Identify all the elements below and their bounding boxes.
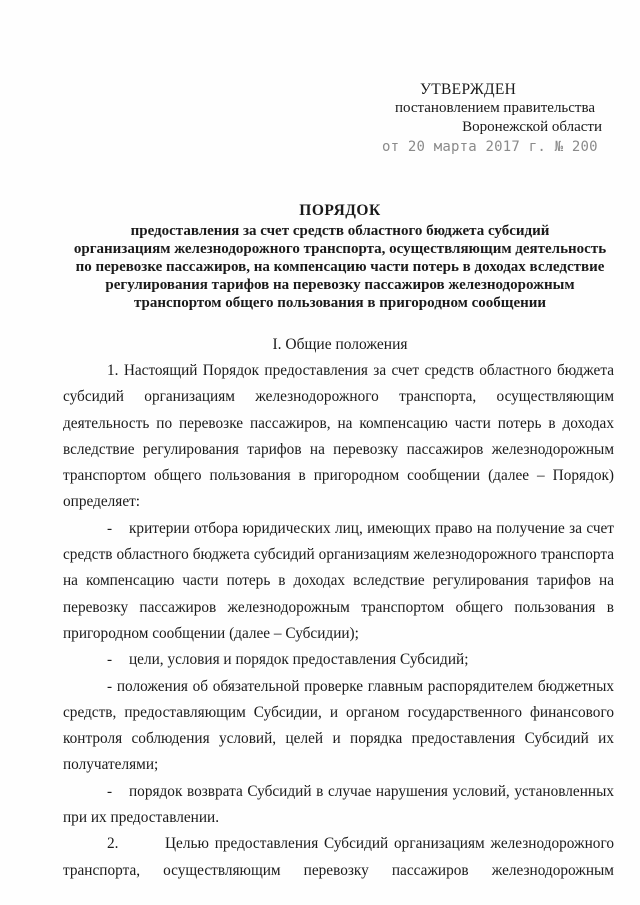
list-item-3: - положения об обязательной проверке главным распорядителем бюджетных средств, предоставляющим Субсидии, и органом государственного финансового контроля соблюдения условий, целей и порядка предоставления Субсидий их получателями;	[63, 677, 614, 774]
list-item-2	[63, 647, 614, 673]
approval-title: УТВЕРЖДЕН	[420, 81, 517, 98]
paragraph-2	[63, 831, 614, 884]
document-subtitle-line: предоставления за счет средств областного бюджета субсидий	[130, 223, 550, 239]
document-subtitle-line: транспортом общего пользования в пригородном сообщении	[133, 295, 547, 311]
list-dash: -	[107, 651, 113, 669]
document-subtitle-line: по перевозке пассажиров, на компенсацию части потерь в доходах вследствие	[75, 259, 605, 275]
paragraph-2-text: Целью предоставления Субсидий организациям железнодорожного транспорта, осуществляющим перевозку пассажиров железнодорожным	[63, 835, 614, 879]
approval-line-1: постановлением правительства	[394, 100, 596, 116]
list-item-text: критерии отбора юридических лиц, имеющих право на получение за счет средств областного бюджета субсидий организациям железнодорожного транспорта на компенсацию части потерь в доходах вследствие регулирования тарифов на перевозку пассажиров железнодорожным транспортом общего пользования в пригородном сообщении (далее – Субсидии);	[63, 519, 614, 642]
list-dash: -	[107, 782, 113, 800]
section-heading: I. Общие положения	[272, 336, 408, 353]
approval-line-2: Воронежской области	[462, 119, 602, 135]
paragraph-2-number: 2.	[107, 835, 119, 853]
approval-date-stamp: от 20 марта 2017 г. № 200	[382, 139, 598, 155]
list-dash: -	[107, 519, 113, 537]
document-subtitle-line: организациям железнодорожного транспорта, осуществляющим деятельность	[73, 241, 607, 257]
list-item-1	[63, 516, 614, 647]
approval-stamp	[380, 80, 610, 157]
paragraph-1: 1. Настоящий Порядок предоставления за счет средств областного бюджета субсидий организациям железнодорожного транспорта, осуществляющим деятельность по перевозке пассажиров, на компенсацию части потерь в доходах вследствие регулирования тарифов на перевозку пассажиров железнодорожным транспортом общего пользования в пригородном сообщении (далее – Порядок) определяет:	[63, 362, 614, 511]
document-title-main: ПОРЯДОК	[299, 202, 381, 219]
list-item-4	[63, 779, 614, 832]
document-title	[60, 202, 620, 312]
list-item-text: порядок возврата Субсидий в случае нарушения условий, установленных при их предоставлении.	[63, 782, 614, 827]
document-body	[63, 358, 614, 884]
document-subtitle-line: регулирования тарифов на перевозку пассажиров железнодорожным	[105, 277, 575, 293]
list-item-text: цели, условия и порядок предоставления Субсидий;	[129, 651, 469, 669]
